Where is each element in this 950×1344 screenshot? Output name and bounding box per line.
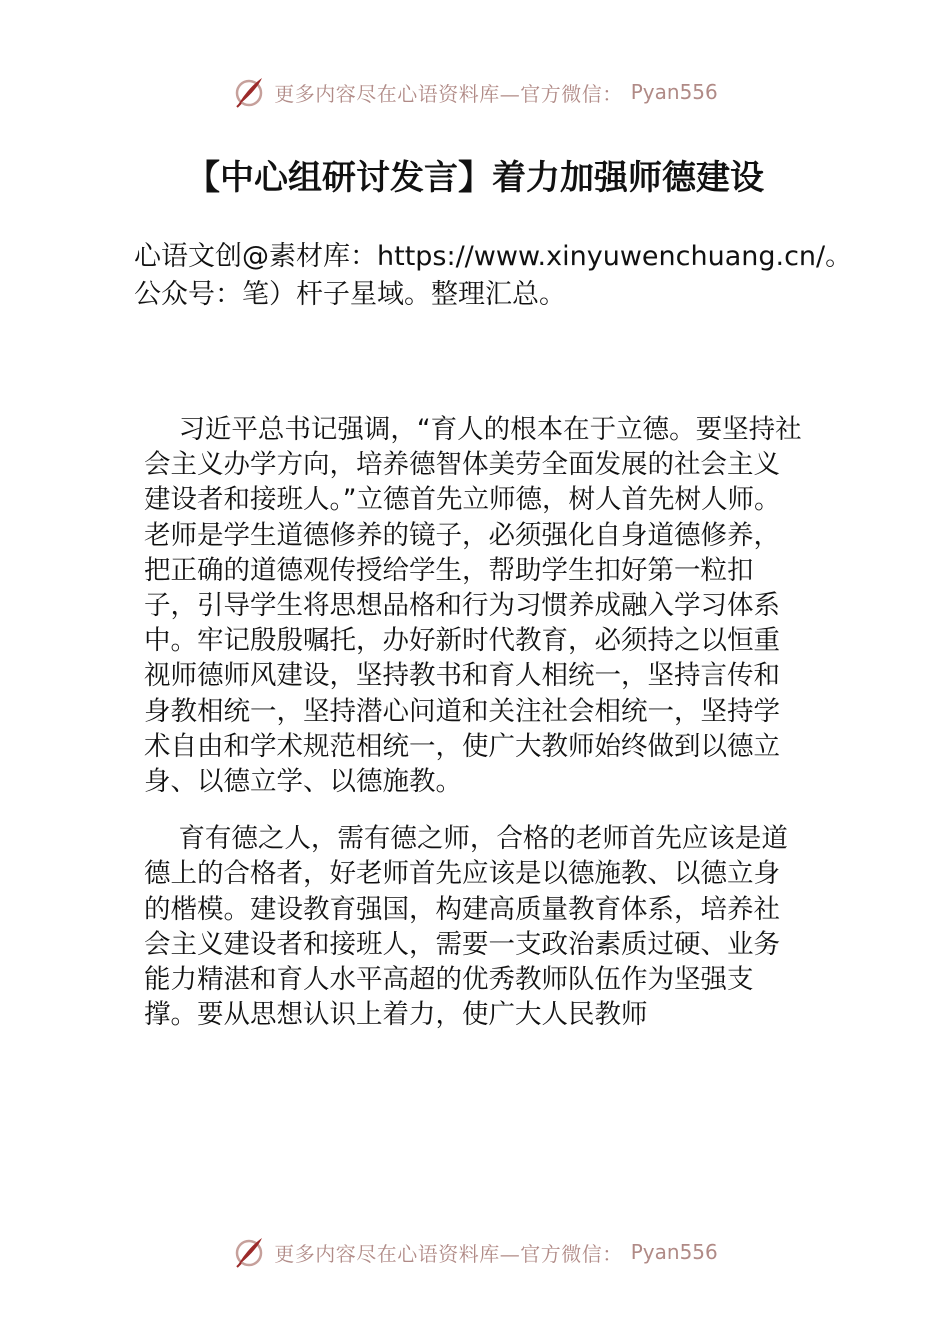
source-line: 心语文创@素材库：https://www.xinyuwenchuang.cn/。公众号：笔）杆子星域。整理汇总。 [134, 241, 853, 310]
header-banner-wechat-id: Pyan556 [630, 80, 718, 104]
body-paragraph-2: 育有德之人，需有德之师，合格的老师首先应该是道德上的合格者，好老师首先应该是以德施教、以德立身的楷模。建设教育强国，构建高质量教育体系，培养社会主义建设者和接班人，需要一支政治素质过硬、业务能力精湛和育人水平高超的优秀教师队伍作为坚强支撑。要从思想认识上着力，使广大人民教师 [144, 823, 788, 1031]
header-banner-text: 更多内容尽在心语资料库—官方微信： [274, 81, 623, 106]
quill-seal-icon [232, 75, 266, 109]
quill-seal-icon [232, 1235, 266, 1269]
document-body [144, 412, 806, 1054]
body-paragraph-1: 习近平总书记强调，“育人的根本在于立德。要坚持社会主义办学方向，培养德智体美劳全面发展的社会主义建设者和接班人。”立德首先立师德，树人首先树人师。老师是学生道德修养的镜子，必须强化自身道德修养，把正确的道德观传授给学生，帮助学生扣好第一粒扣子，引导学生将思想品格和行为习惯养成融入学习体系中。牢记殷殷嘱托，办好新时代教育，必须持之以恒重视师德师风建设，坚持教书和育人相统一，坚持言传和身教相统一，坚持潜心问道和关注社会相统一，坚持学术自由和学术规范相统一，使广大教师始终做到以德立身、以德立学、以德施教。 [144, 414, 802, 798]
footer-banner-wechat-id: Pyan556 [630, 1240, 718, 1264]
document-title: 【中心组研讨发言】着力加强师德建设 [186, 158, 764, 198]
footer-banner [0, 1232, 950, 1272]
footer-banner-text: 更多内容尽在心语资料库—官方微信： [274, 1241, 623, 1266]
header-banner [0, 72, 950, 112]
